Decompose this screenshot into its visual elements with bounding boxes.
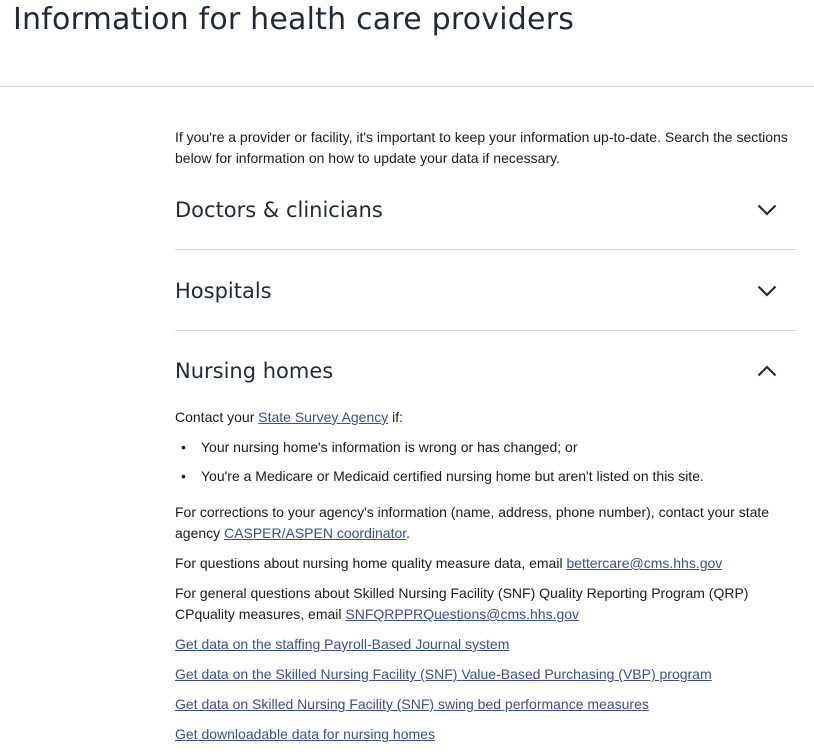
bullet-icon: • [181,439,186,455]
snf-questions-text: For general questions about Skilled Nursing Facility (SNF) Quality Reporting Program (QRP) CPquality measures, email SNFQRPPRQuestions@cms.hhs.gov [175,585,749,622]
accordion-nursing-homes[interactable] [175,351,797,391]
intro-text: If you're a provider or facility, it's important to keep your information up-to-date. Search the sections below for information on how to update your data if necessary. [175,129,788,166]
bettercare-email-link[interactable]: bettercare@cms.hhs.gov [566,555,723,571]
quality-questions-text: For questions about nursing home quality measure data, email bettercare@cms.hhs.gov [175,555,723,571]
casper-aspen-coordinator-link[interactable]: CASPER/ASPEN coordinator [224,525,407,541]
accordion-hospitals[interactable] [175,271,797,311]
bullet-icon: • [181,468,186,484]
accordion-doctors-clinicians[interactable] [175,190,797,230]
accordion-title: Nursing homes [175,359,334,383]
snf-vbp-link[interactable]: Get data on the Skilled Nursing Facility (SNF) Value-Based Purchasing (VBP) program [175,666,712,682]
accordion-title: Hospitals [175,279,272,303]
accordion-title: Doctors & clinicians [175,198,383,222]
chevron-down-icon [757,285,777,297]
snfqrp-email-link[interactable]: SNFQRPPRQuestions@cms.hhs.gov [345,606,580,622]
downloadable-data-link[interactable]: Get downloadable data for nursing homes [175,726,435,742]
contact-line: Contact your State Survey Agency if: [175,409,404,425]
page-title: Information for health care providers [13,2,575,37]
state-survey-agency-link[interactable]: State Survey Agency [258,409,389,425]
accordion-divider [175,330,797,331]
corrections-text: For corrections to your agency's information (name, address, phone number), contact your state agency CASPER/ASPEN coordinator. [175,504,770,541]
chevron-up-icon [757,365,777,377]
payroll-based-journal-link[interactable]: Get data on the staffing Payroll-Based Journal system [175,636,510,652]
chevron-down-icon [757,204,777,216]
accordion-divider [175,249,797,250]
header-divider [0,86,814,87]
snf-swing-bed-link[interactable]: Get data on Skilled Nursing Facility (SNF) swing bed performance measures [175,696,649,712]
